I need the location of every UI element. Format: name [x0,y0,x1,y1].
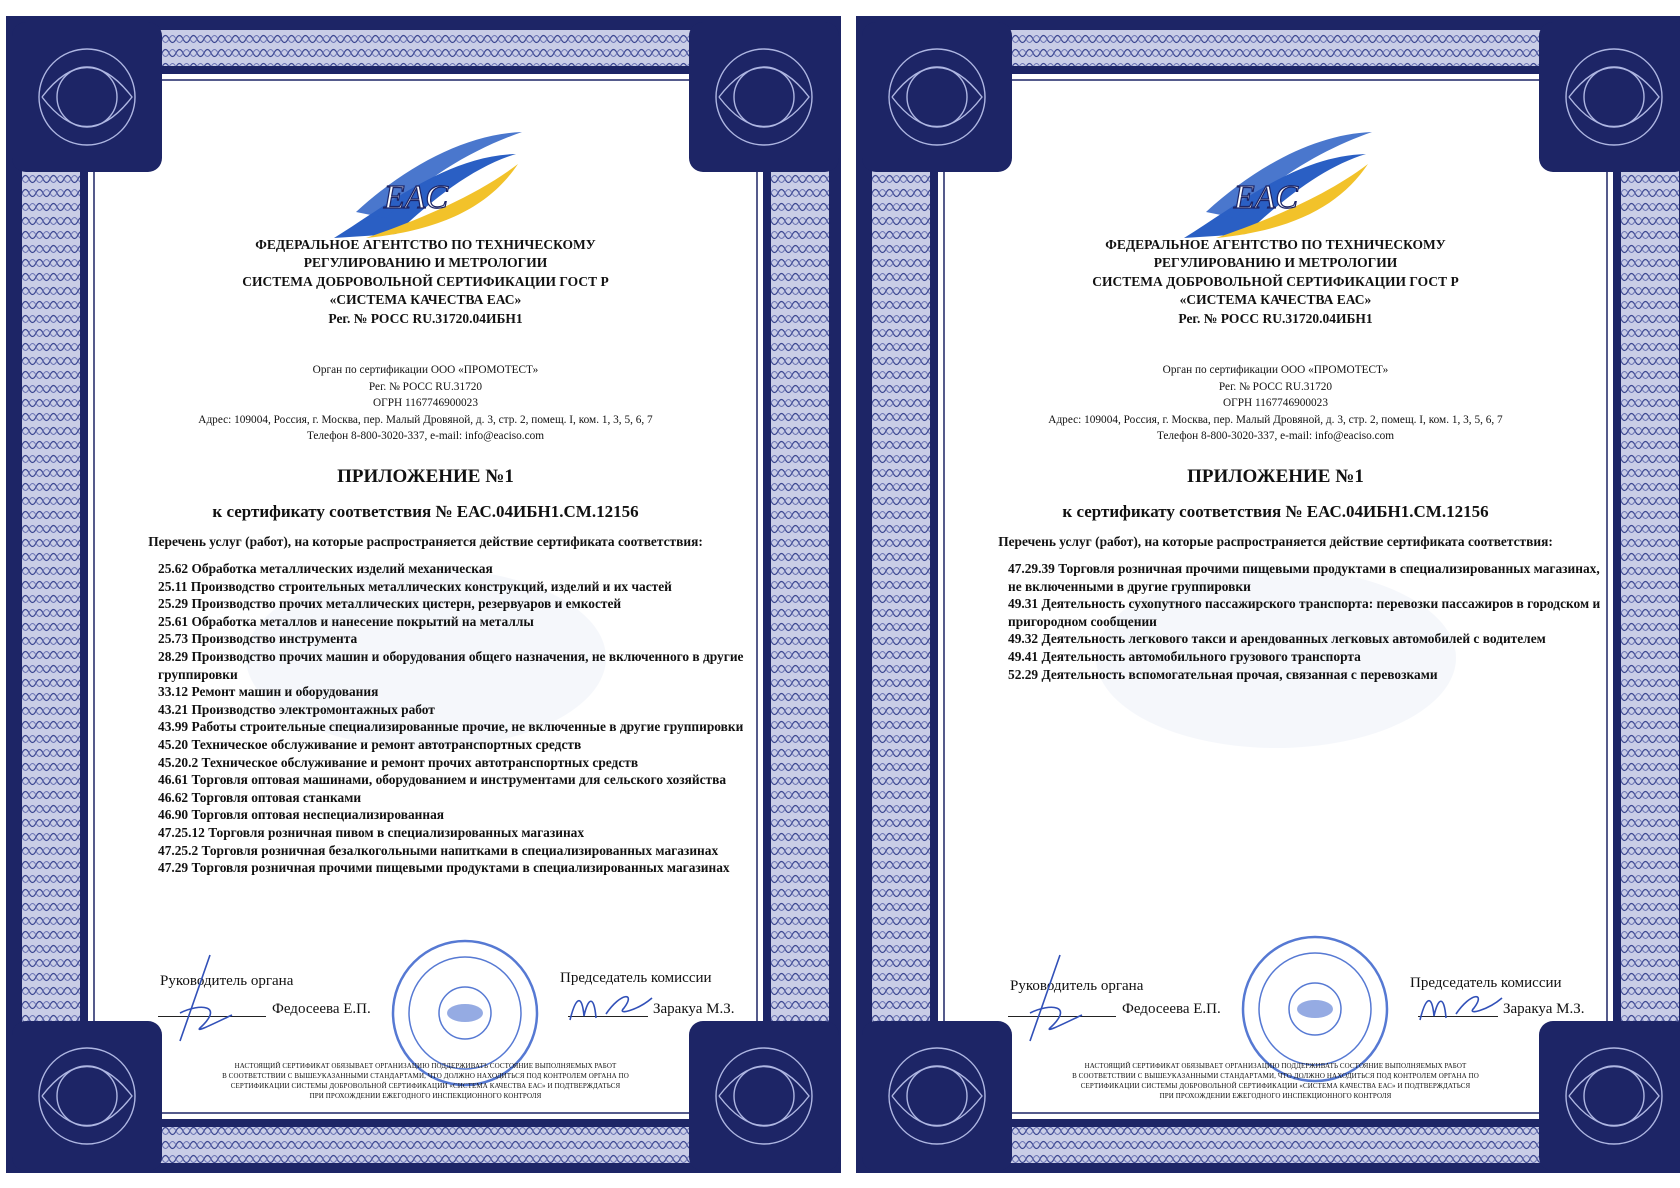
org-line: Рег. № РОСС RU.31720 [1218,380,1333,393]
service-item: 28.29 Производство прочих машин и оборудования общего назначения, не включенного в другие группировки [158,648,744,682]
commission-chairman-name: Заракуа М.З. [1503,1001,1585,1017]
head-of-body-label: Руководитель органа [1010,978,1144,994]
head-of-body-name: Федосеева Е.П. [1122,1001,1221,1017]
service-item: 43.99 Работы строительные специализированные прочие, не включенные в другие группировки [158,719,744,735]
org-line: Телефон 8-800-3020-337, e-mail: info@eaciso.com [1156,430,1395,442]
commission-chairman-label: Председатель комиссии [1410,975,1562,991]
service-item: 46.90 Торговля оптовая неспециализированная [158,807,445,823]
footnote-line: НАСТОЯЩИЙ СЕРТИФИКАТ ОБЯЗЫВАЕТ ОРГАНИЗАЦИЮ ПОДДЕРЖИВАТЬ СОСТОЯНИЕ ВЫПОЛНЯЕМЫХ РАБОТ [234,1062,617,1070]
certificate-number: к сертификату соответствия № ЕАС.04ИБН1.СМ.12156 [212,502,639,521]
services-list [1008,560,1608,683]
service-item: 33.12 Ремонт машин и оборудования [158,684,379,700]
service-item: 46.62 Торговля оптовая станками [158,789,362,805]
certificate-content [940,18,1611,1171]
logo-text: EAC [383,179,448,216]
appendix-title: ПРИЛОЖЕНИЕ №1 [1187,466,1364,487]
service-item: 49.41 Деятельность автомобильного грузового транспорта [1008,648,1361,664]
header-line: ФЕДЕРАЛЬНОЕ АГЕНТСТВО ПО ТЕХНИЧЕСКОМУ [1105,237,1446,252]
commission-chairman-label: Председатель комиссии [560,970,712,986]
footnote-line: НАСТОЯЩИЙ СЕРТИФИКАТ ОБЯЗЫВАЕТ ОРГАНИЗАЦИЮ ПОДДЕРЖИВАТЬ СОСТОЯНИЕ ВЫПОЛНЯЕМЫХ РАБОТ [1084,1062,1467,1070]
footnote-line: СЕРТИФИКАЦИИ СИСТЕМЫ ДОБРОВОЛЬНОЙ СЕРТИФИКАЦИИ «СИСТЕМА КАЧЕСТВА ЕАС» И ПОДТВЕРЖДАТЬСЯ [1080,1082,1471,1090]
service-item: 52.29 Деятельность вспомогательная прочая, связанная с перевозками [1008,666,1438,682]
org-line: Орган по сертификации ООО «ПРОМОТЕСТ» [1162,364,1389,376]
header-line: РЕГУЛИРОВАНИЮ И МЕТРОЛОГИИ [1153,255,1398,271]
header-line: Рег. № РОСС RU.31720.04ИБН1 [1178,310,1373,326]
footnote-line: В СООТВЕТСТВИИ С ВЫШЕУКАЗАННЫМИ СТАНДАРТАМИ, ЧТО ДОЛЖНО НАХОДИТЬСЯ ПОД КОНТРОЛЕМ ОРГАНА ПО [1072,1072,1479,1080]
service-item: 25.29 Производство прочих металлических цистерн, резервуаров и емкостей [158,596,622,612]
footnote-line: СЕРТИФИКАЦИИ СИСТЕМЫ ДОБРОВОЛЬНОЙ СЕРТИФИКАЦИИ «СИСТЕМА КАЧЕСТВА ЕАС» И ПОДТВЕРЖДАТЬСЯ [230,1082,621,1090]
service-item: 25.62 Обработка металлических изделий механическая [158,561,493,576]
logo-text: EAC [1233,179,1298,216]
certificate-content [90,18,761,1171]
service-item: 47.25.2 Торговля розничная безалкогольными напитками в специализированных магазинах [158,842,719,858]
header-line: «СИСТЕМА КАЧЕСТВА ЕАС» [1179,292,1372,308]
agency-header [940,236,1611,328]
org-line: Телефон 8-800-3020-337, e-mail: info@eaciso.com [306,430,545,442]
header-line: ФЕДЕРАЛЬНОЕ АГЕНТСТВО ПО ТЕХНИЧЕСКОМУ [255,237,596,252]
footnote-line: ПРИ ПРОХОЖДЕНИИ ЕЖЕГОДНОГО ИНСПЕКЦИОННОГО КОНТРОЛЯ [309,1092,542,1100]
signature-zarakua [1416,986,1506,1026]
service-item: 47.29.39 Торговля розничная прочими пищевыми продуктами в специализированных магазинах, не включенными в другие группировки [1008,561,1600,594]
header-line: Рег. № РОСС RU.31720.04ИБН1 [328,310,523,326]
service-item: 46.61 Торговля оптовая машинами, оборудованием и инструментами для сельского хозяйства [158,772,727,788]
footnote-line: В СООТВЕТСТВИИ С ВЫШЕУКАЗАННЫМИ СТАНДАРТАМИ, ЧТО ДОЛЖНО НАХОДИТЬСЯ ПОД КОНТРОЛЕМ ОРГАНА ПО [222,1072,629,1080]
services-list [158,560,758,877]
eac-logo [326,126,526,246]
service-item: 25.11 Производство строительных металлических конструкций, изделий и их частей [158,578,672,594]
org-line: Адрес: 109004, Россия, г. Москва, пер. Малый Дровяной, д. 3, стр. 2, помещ. I, ком. 1, 3, 5, 6, 7 [1048,413,1503,426]
service-item: 43.21 Производство электромонтажных работ [158,701,435,717]
services-intro: Перечень услуг (работ), на которые распространяется действие сертификата соответствия: [998,534,1553,549]
services-intro: Перечень услуг (работ), на которые распространяется действие сертификата соответствия: [148,534,703,549]
commission-chairman-name: Заракуа М.З. [653,1001,735,1017]
appendix-title: ПРИЛОЖЕНИЕ №1 [337,466,514,487]
agency-header [90,236,761,328]
org-line: ОГРН 1167746900023 [1223,397,1328,409]
signature-fedoseeva [170,953,240,1043]
head-of-body-name: Федосеева Е.П. [272,1001,371,1017]
certificate-footnote [940,1061,1611,1101]
head-of-body-label: Руководитель органа [160,973,294,989]
org-line: Рег. № РОСС RU.31720 [368,380,483,393]
certificate-footnote [90,1061,761,1101]
service-item: 47.29 Торговля розничная прочими пищевыми продуктами в специализированных магазинах [158,860,730,876]
certificate-number: к сертификату соответствия № ЕАС.04ИБН1.СМ.12156 [1062,502,1489,521]
header-line: СИСТЕМА ДОБРОВОЛЬНОЙ СЕРТИФИКАЦИИ ГОСТ Р [1092,273,1459,289]
certificate-page-1 [6,16,841,1173]
service-item: 47.25.12 Торговля розничная пивом в специализированных магазинах [158,824,585,840]
org-line: Адрес: 109004, Россия, г. Москва, пер. Малый Дровяной, д. 3, стр. 2, помещ. I, ком. 1, 3, 5, 6, 7 [198,413,653,426]
service-item: 49.31 Деятельность сухопутного пассажирского транспорта: перевозки пассажиров в городском и пригородном сообщении [1008,596,1601,629]
service-item: 25.61 Обработка металлов и нанесение покрытий на металлы [158,613,534,629]
certification-body-info [930,362,1621,445]
header-line: СИСТЕМА ДОБРОВОЛЬНОЙ СЕРТИФИКАЦИИ ГОСТ Р [242,273,609,289]
org-line: Орган по сертификации ООО «ПРОМОТЕСТ» [312,364,539,376]
service-item: 45.20.2 Техническое обслуживание и ремонт прочих автотранспортных средств [158,754,639,770]
signature-zarakua [566,986,656,1026]
service-item: 45.20 Техническое обслуживание и ремонт автотранспортных средств [158,736,582,752]
signature-fedoseeva [1020,953,1090,1043]
footnote-line: ПРИ ПРОХОЖДЕНИИ ЕЖЕГОДНОГО ИНСПЕКЦИОННОГО КОНТРОЛЯ [1159,1092,1392,1100]
header-line: РЕГУЛИРОВАНИЮ И МЕТРОЛОГИИ [303,255,548,271]
certificate-page-2 [856,16,1680,1173]
service-item: 25.73 Производство инструмента [158,631,358,647]
certification-body-info [80,362,771,445]
header-line: «СИСТЕМА КАЧЕСТВА ЕАС» [329,292,522,308]
eac-logo [1176,126,1376,246]
service-item: 49.32 Деятельность легкового такси и арендованных легковых автомобилей с водителем [1008,631,1546,647]
org-line: ОГРН 1167746900023 [373,397,478,409]
